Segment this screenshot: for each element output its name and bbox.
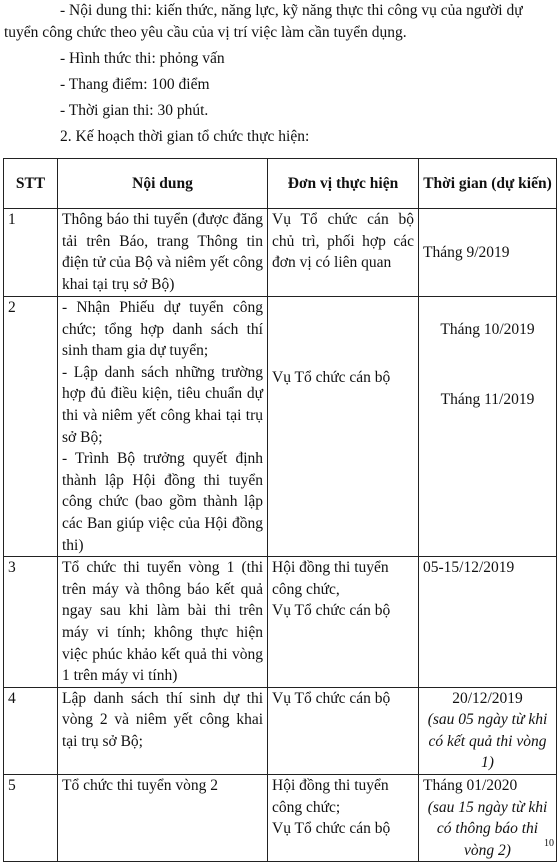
header-noi-dung: Nội dung [58,159,268,209]
schedule-table [3,158,557,862]
table-row [4,209,557,297]
table-header-row [4,159,557,209]
header-thoi-gian: Thời gian (dự kiến) [419,159,557,209]
don-vi-item: Hội đồng thi tuyển công chức, [272,559,389,598]
thoi-gian-item: 20/12/2019 [452,689,523,707]
row-don-vi [268,557,419,688]
thoi-gian-note: (sau 05 ngày từ khi có kết quả thi vòng 1) [427,711,548,772]
don-vi-item: Vụ Tổ chức cán bộ [272,368,391,386]
row-stt: 3 [4,557,58,688]
row-thoi-gian: 05-15/12/2019 [419,557,557,688]
don-vi-item: Vụ Tổ chức cán bộ [272,602,391,620]
noi-dung-item: - Lập danh sách những trường hợp đủ điều kiện, tiêu chuẩn dự thi và niêm yết công khai tại trụ sở Bộ; [62,363,263,446]
noi-dung-item: - Trình Bộ trưởng quyết định thành lập Hội đồng thi tuyển công chức (bao gồm thành lập các Ban giúp việc của Hội đồng thi) [62,450,263,554]
don-vi-item: Vụ Tổ chức cán bộ [272,820,391,838]
row-noi-dung: Tổ chức thi tuyển vòng 1 (thi trên máy và thông báo kết quả ngay sau khi làm bài thi trên máy vi tính; không thực hiện việc phúc khảo kết quả thi vòng 1 trên máy vi tính) [58,557,268,688]
row-noi-dung: Lập danh sách thí sinh dự thi vòng 2 và niêm yết công khai tại trụ sở Bộ; [58,687,268,774]
intro-section [0,0,560,148]
row-stt: 4 [4,687,58,774]
row-stt: 5 [4,775,58,862]
row-thoi-gian [419,775,557,862]
row-noi-dung: Thông báo thi tuyển (được đăng tải trên Báo, trang Thông tin điện tử của Bộ và niêm yết công khai tại trụ sở Bộ) [58,209,268,297]
noi-dung-line-2: tuyển công chức theo yêu cầu của vị trí việc làm cần tuyển dụng. [4,24,407,41]
row-don-vi [268,775,419,862]
row-thoi-gian [419,687,557,774]
header-don-vi: Đơn vị thực hiện [268,159,419,209]
noi-dung-item: - Nhận Phiếu dự tuyển công chức; tổng hợp danh sách thí sinh tham gia dự tuyển; [62,299,263,360]
thoi-gian-line: - Thời gian thi: 30 phút. [60,102,209,119]
thoi-gian-item: Tháng 01/2020 [423,777,518,795]
thoi-gian-note: (sau 15 ngày từ khi có thông báo thi vòng 2) [427,798,548,859]
table-row [4,557,557,688]
table-row [4,775,557,862]
hinh-thuc-line: - Hình thức thi: phỏng vấn [60,50,225,67]
table-row [4,297,557,557]
row-noi-dung: Tổ chức thi tuyển vòng 2 [58,775,268,862]
row-noi-dung [58,297,268,557]
row-thoi-gian [419,297,557,557]
thoi-gian-item: Tháng 11/2019 [440,390,535,408]
header-stt: STT [4,159,58,209]
thang-diem-line: - Thang điểm: 100 điểm [60,76,210,93]
ke-hoach-heading: 2. Kế hoạch thời gian tổ chức thực hiện: [60,128,310,145]
row-don-vi [268,297,419,557]
row-thoi-gian: Tháng 9/2019 [419,209,557,297]
table-row [4,687,557,774]
noi-dung-line-1: - Nội dung thi: kiến thức, năng lực, kỹ năng thực thi công vụ của người dự [60,2,523,19]
page-number: 10 [544,838,554,849]
thoi-gian-item: Tháng 10/2019 [440,321,535,338]
row-don-vi: Vụ Tổ chức cán bộ chủ trì, phối hợp các đơn vị có liên quan [268,209,419,297]
don-vi-item: Hội đồng thi tuyển công chức; [272,777,389,816]
row-stt: 1 [4,209,58,297]
row-stt: 2 [4,297,58,557]
row-don-vi: Vụ Tổ chức cán bộ [268,687,419,774]
